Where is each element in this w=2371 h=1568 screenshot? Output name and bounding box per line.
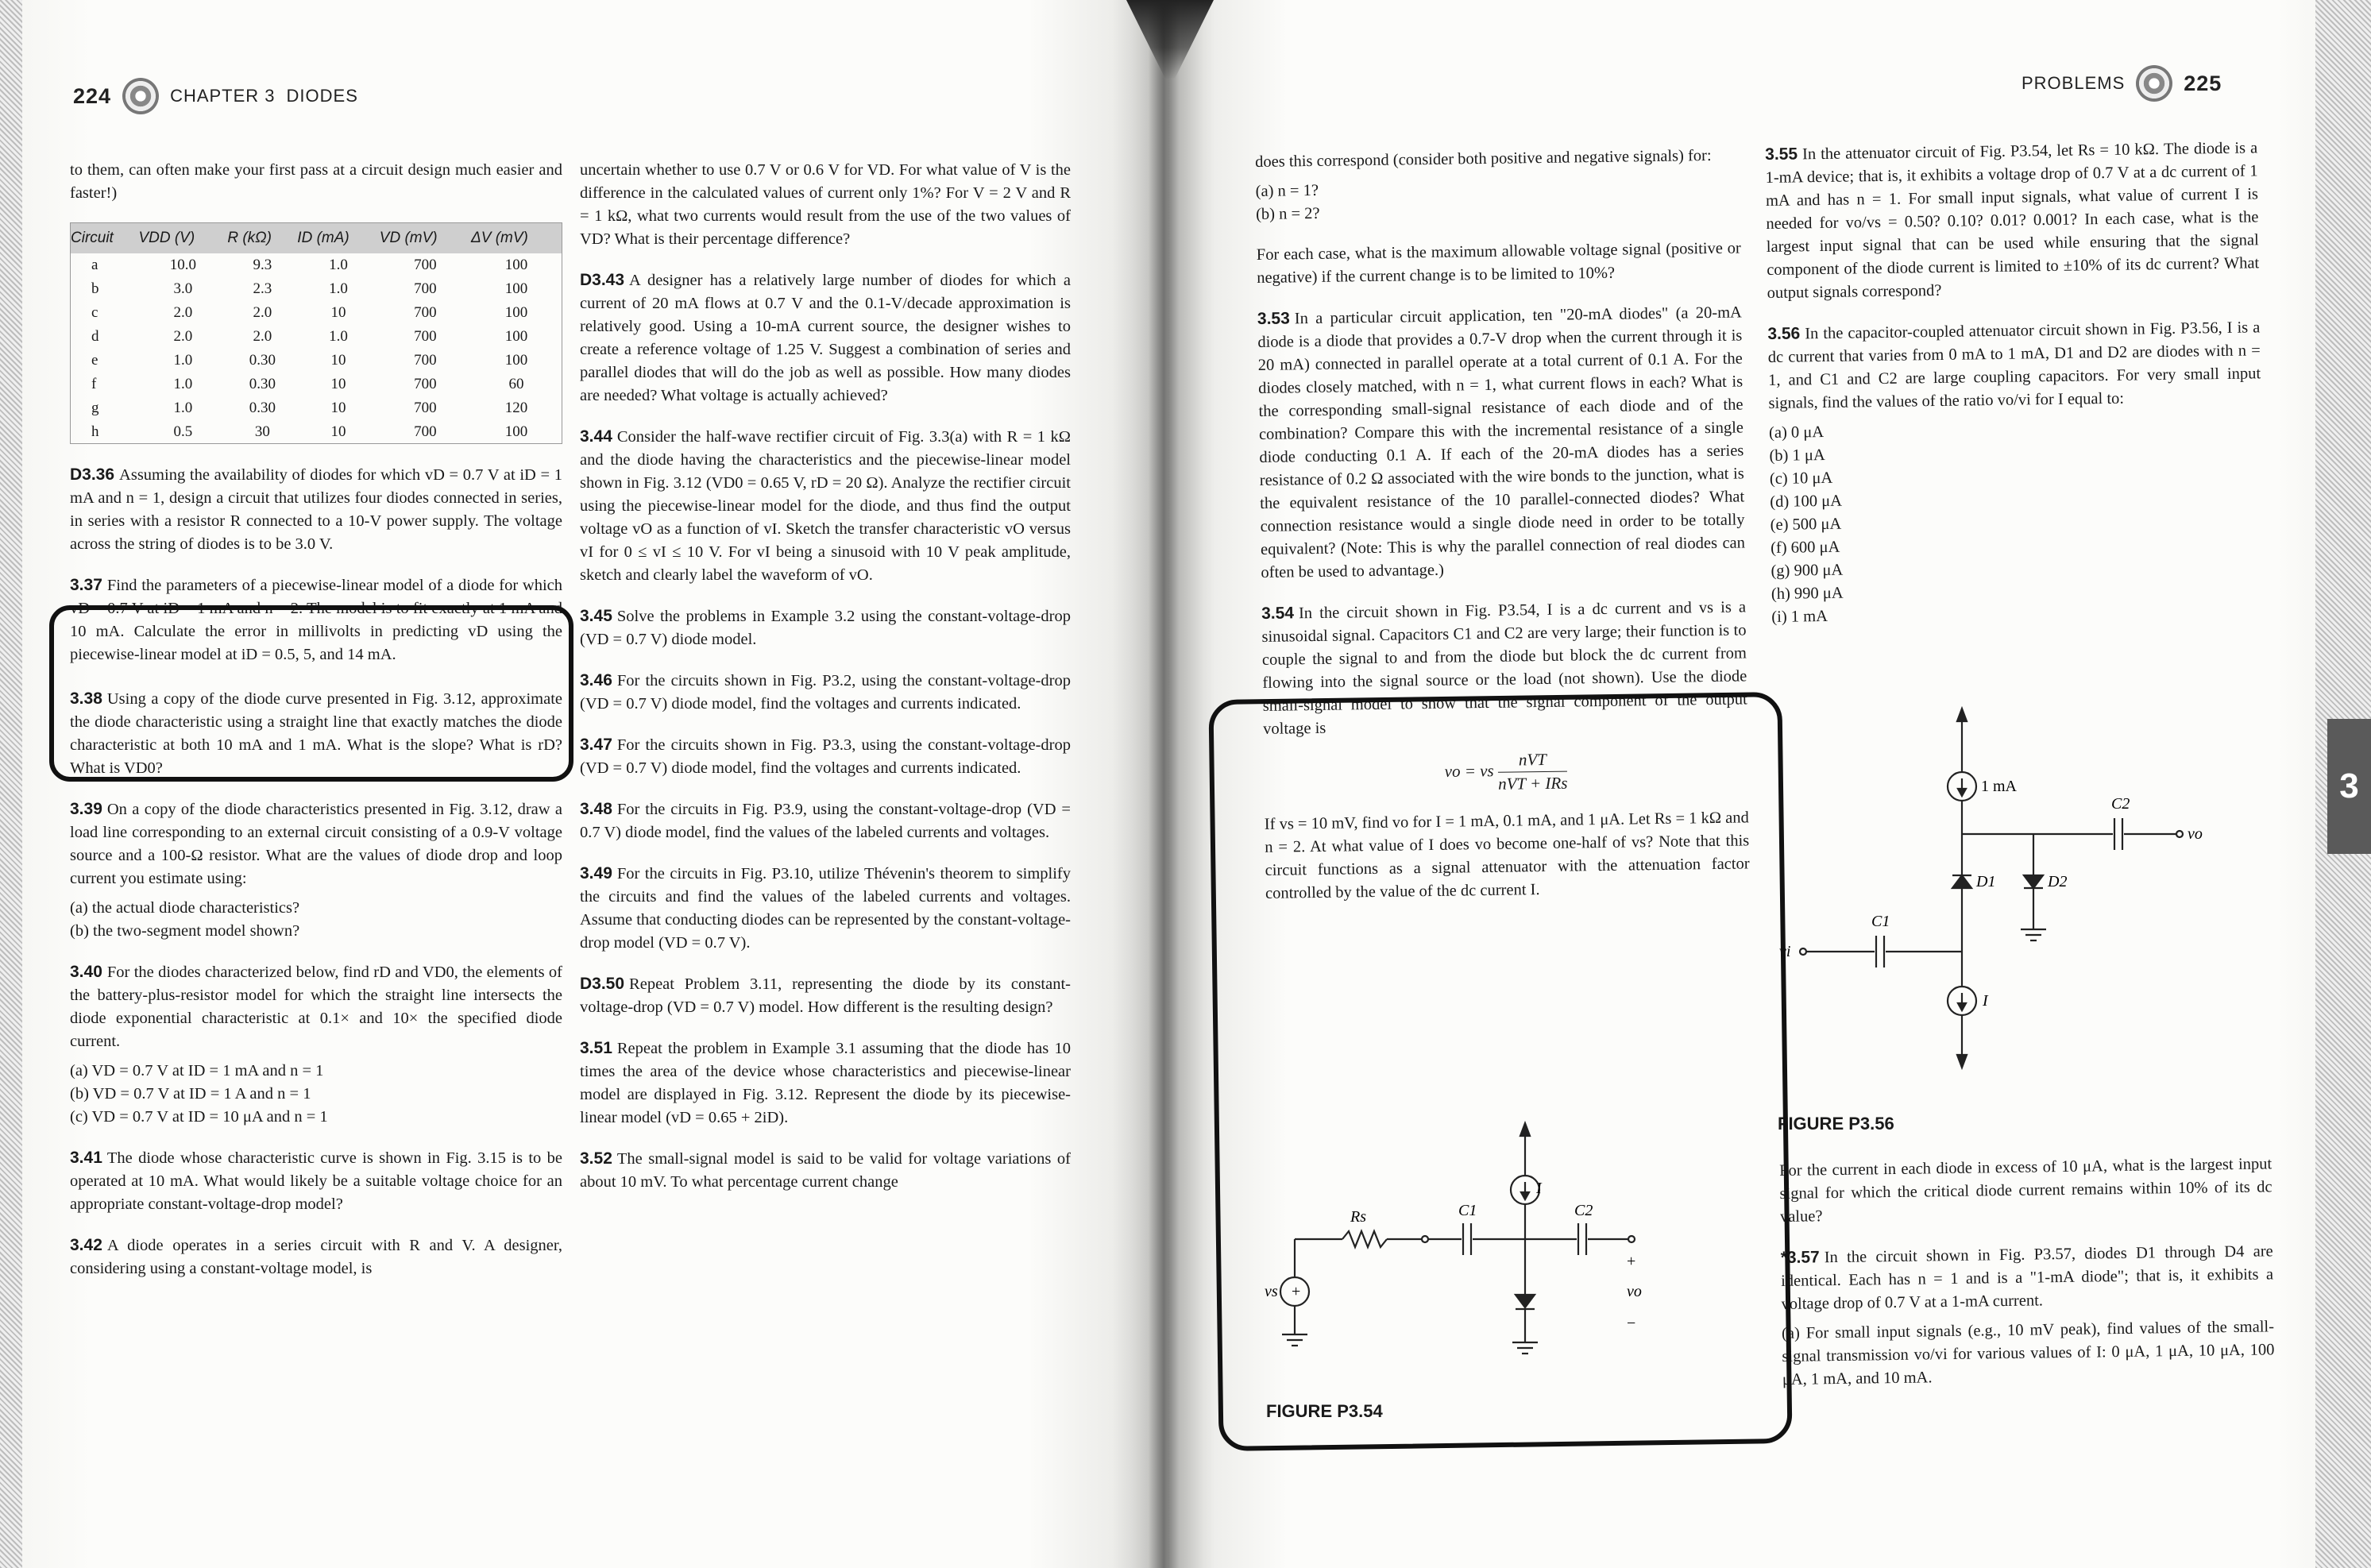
problem-text: For the circuits in Fig. P3.9, using the constant-voltage-drop (VD = 0.7 V) diode model, find the values of the labeled currents and voltages. — [580, 801, 1071, 841]
label-out-minus: − — [1627, 1315, 1636, 1332]
label-1ma: 1 mA — [1981, 778, 2017, 795]
problem-number: D3.50 — [580, 975, 625, 993]
problem-3-56 — [1767, 315, 2261, 415]
table-cell: 700 — [414, 280, 437, 297]
table-header: Circuit — [71, 223, 139, 253]
label-i: I — [1536, 1180, 1542, 1197]
problem-text: For the circuits shown in Fig. P3.3, using the constant-voltage-drop (VD = 0.7 V) diode model, find the voltages and currents indicated. — [580, 736, 1071, 777]
table-cell: 2.0 — [253, 328, 272, 345]
table-cell: 700 — [414, 400, 437, 416]
problem-text: Solve the problems in Example 3.2 using the constant-voltage-drop (VD = 0.7 V) diode model. — [580, 608, 1071, 648]
figure-caption: FIGURE P3.54 — [1266, 1401, 1383, 1421]
table-cell: e — [91, 352, 98, 369]
label-source-plus: + — [1292, 1283, 1301, 1300]
problem-number: D3.43 — [580, 271, 625, 289]
diode-circuit-table — [70, 222, 562, 444]
label-vi: vi — [1779, 943, 1791, 960]
table-row — [71, 253, 562, 277]
table-row — [71, 301, 562, 325]
list-item: (a) 0 μA — [1768, 423, 1825, 442]
page-edge — [0, 0, 22, 1568]
problem-text: Repeat the problem in Example 3.1 assuming that the diode has 10 times the area of the device whose characteristics and piecewise-linear model are displayed in Fig. 3.12. Represent the diode by its piecewise-linear model (vD = 0.65 + 2iD). — [580, 1040, 1071, 1126]
figure-caption: FIGURE P3.56 — [1778, 1114, 1894, 1134]
table-row — [71, 325, 562, 349]
problem-3-54-continued: If vs = 10 mV, find vo for I = 1 mA, 0.1 mA, and 1 μA. Let Rs = 1 kΩ and n = 2. At what value of I does vo become one-half of vs? Note that this circuit functions as a signal attenuator with the attenuation factor controlled by the value of the dc current I. — [1264, 809, 1750, 902]
list-item: (a) the actual diode characteristics? — [70, 899, 300, 917]
diode-d2-icon — [2024, 875, 2043, 888]
figure-p3-56 — [1779, 699, 2224, 1096]
list-item: (e) 500 μA — [1770, 515, 1842, 534]
table-header-row — [71, 223, 562, 253]
table-cell: c — [91, 304, 98, 321]
table-cell: 2.0 — [173, 304, 193, 321]
problem-text: In the circuit shown in Fig. P3.57, diodes D1 through D4 are identical. Each has n = 1 and is a "1-mA diode"; that is, it exhibits a voltage drop of 0.7 V at a 1-mA current. — [1780, 1242, 2274, 1313]
table-cell: a — [91, 257, 98, 273]
table-cell: 10 — [330, 352, 346, 369]
table-cell: 100 — [504, 304, 528, 321]
label-rs: Rs — [1350, 1208, 1366, 1226]
problem-d3-43 — [580, 268, 1071, 407]
problem-3-40 — [70, 960, 562, 1053]
problem-text: Using a copy of the diode curve presented in Fig. 3.12, approximate the diode characteristic using a straight line that exactly matches the diode characteristic at both 10 mA and 1 mA. What is the slope? What is rD? What is VD0? — [70, 690, 562, 777]
continued-text: does this correspond (consider both positive and negative signals) for: — [1255, 146, 1712, 171]
table-cell: h — [91, 423, 99, 440]
ink-circle-annotation — [1208, 692, 1792, 1451]
label-c2: C2 — [1574, 1202, 1593, 1219]
continued-text-2: For each case, what is the maximum allowable voltage signal (positive or negative) if the current change is to be limited to 10%? — [1256, 239, 1741, 287]
table-body — [71, 253, 562, 444]
problem-3-57 — [1781, 1239, 2274, 1316]
list-item: (a) n = 1? — [1255, 181, 1319, 200]
problem-3-55 — [1765, 136, 2260, 305]
list-item: (b) VD = 0.7 V at ID = 1 A and n = 1 — [70, 1085, 311, 1103]
problem-3-42 — [70, 1234, 562, 1280]
table-row — [71, 420, 562, 444]
list-item: (b) the two-segment model shown? — [70, 922, 300, 940]
problem-text: In the capacitor-coupled attenuator circuit shown in Fig. P3.56, I is a dc current that varies from 0 mA to 1 mA, D1 and D2 are diodes with n = 1, and C1 and C2 are large coupling capacitors. For very small input signals, find the values of the ratio vo/vi for I equal to: — [1767, 319, 2261, 412]
problem-text: In the circuit shown in Fig. P3.54, I is a dc current and vs is a sinusoidal signal. Capacitors C1 and C2 are very large; their function is to couple the signal to and from the diode but block the dc current from flowing into the signal source or the load (not shown). Use the diode small-signal model to show that the signal component of the output voltage is — [1261, 598, 1747, 738]
problem-number: 3.49 — [580, 864, 612, 882]
problem-3-44 — [580, 425, 1071, 587]
problem-d3-36 — [70, 463, 562, 556]
table-header: R (kΩ) — [227, 223, 297, 253]
page-number: 224 — [73, 83, 112, 108]
section-label: PROBLEMS — [2022, 73, 2126, 93]
table-cell: 1.0 — [329, 328, 348, 345]
table-cell: 30 — [254, 423, 270, 440]
table-row — [71, 396, 562, 420]
chapter-label: CHAPTER 3 — [170, 86, 276, 106]
supply-arrow-icon — [1957, 709, 1967, 721]
table-cell: 1.0 — [173, 352, 193, 369]
page-number: 225 — [2184, 71, 2222, 95]
left-page-header — [73, 78, 358, 114]
list-item: (i) 1 mA — [1771, 607, 1828, 626]
list-item: (d) 100 μA — [1770, 492, 1843, 511]
chapter-disc-icon — [122, 78, 159, 114]
list-item: (c) VD = 0.7 V at ID = 10 μA and n = 1 — [70, 1108, 328, 1126]
problem-number: D3.36 — [70, 465, 115, 484]
problem-number: 3.42 — [70, 1236, 102, 1254]
sink-arrow-icon — [1957, 1055, 1967, 1068]
table-cell: 700 — [414, 423, 437, 440]
label-out-plus: + — [1627, 1253, 1636, 1270]
ink-circle-annotation — [49, 605, 573, 782]
problem-number: 3.45 — [580, 607, 612, 625]
book-gutter-shadow — [1112, 0, 1215, 1568]
label-d2: D2 — [2048, 873, 2068, 890]
table-header: ΔV (mV) — [471, 223, 562, 253]
list-item: (b) 1 μA — [1769, 446, 1825, 465]
table-cell: 1.0 — [173, 400, 193, 416]
list-item: (c) 10 μA — [1769, 469, 1833, 488]
problem-number: 3.51 — [580, 1039, 612, 1057]
table-cell: b — [91, 280, 99, 297]
table-row — [71, 373, 562, 396]
table-cell: f — [91, 376, 97, 392]
label-i: I — [1983, 992, 1988, 1010]
table-cell: 100 — [504, 423, 528, 440]
table-cell: 120 — [504, 400, 528, 416]
table-cell: 0.30 — [249, 376, 276, 392]
problem-number: 3.37 — [70, 576, 102, 594]
problem-number: 3.55 — [1765, 145, 1798, 164]
problem-text: The small-signal model is said to be valid for voltage variations of about 10 mV. To what percentage current change — [580, 1150, 1071, 1191]
equation-denominator: nVT + IRs — [1497, 773, 1568, 794]
table-cell: 10 — [330, 400, 346, 416]
equation-numerator: nVT — [1498, 748, 1568, 773]
diode-d1-icon — [1952, 875, 1971, 888]
problem-text: For the diodes characterized below, find rD and VD0, the elements of the battery-plus-resistor model for which the straight line intersects the diode exponential characteristic at 0.1× and 10× the specified diode current. — [70, 964, 562, 1050]
table-cell: 1.0 — [329, 280, 348, 297]
right-page-header — [2022, 65, 2222, 102]
problem-3-46 — [580, 669, 1071, 716]
list-item: (h) 990 μA — [1771, 584, 1844, 603]
problem-3-53 — [1257, 300, 1746, 584]
table-cell: 700 — [414, 352, 437, 369]
problem-text: Repeat Problem 3.11, representing the diode by its constant-voltage-drop (VD = 0.7 V) model. How different is the resulting design? — [580, 975, 1071, 1016]
problem-3-51 — [580, 1037, 1071, 1130]
problem-number: 3.40 — [70, 963, 102, 981]
table-cell: 0.5 — [173, 423, 193, 440]
table-cell: 10 — [330, 376, 346, 392]
table-cell: 3.0 — [173, 280, 193, 297]
problem-3-47 — [580, 733, 1071, 780]
table-cell: 10.0 — [169, 257, 197, 273]
table-header: VD (mV) — [380, 223, 471, 253]
equation-lhs: vo = vs — [1444, 761, 1494, 782]
problem-3-57-items — [1782, 1315, 2275, 1392]
table-header: VDD (V) — [138, 223, 227, 253]
list-item: (b) n = 2? — [1255, 204, 1320, 223]
table-header: ID (mA) — [297, 223, 380, 253]
continued-text: uncertain whether to use 0.7 V or 0.6 V for VD. For what value of V is the difference in the calculated values of current only 1%? For V = 2 V and R = 1 kΩ, what two currents would result from the use of the two values of VD? What is their percentage difference? — [580, 161, 1071, 248]
problem-text: In the attenuator circuit of Fig. P3.54, let Rs = 10 kΩ. The diode is a 1-mA device; that is, it exhibits a voltage drop of 0.7 V at a dc current of 1 mA and has n = 1. For small input signals, what value of current I is needed for vo/vs = 0.50? 0.10? 0.01? 0.001? In each case, what is the largest input signal that can be used while ensuring that the signal component of the diode current is limited to ±10% of its dc current? What output signals correspond? — [1765, 139, 2260, 302]
problem-number: 3.54 — [1261, 604, 1295, 623]
label-c1: C1 — [1871, 913, 1890, 930]
chapter-disc-icon — [2136, 65, 2172, 102]
right-column-2-lower — [1779, 1153, 2275, 1409]
table-row — [71, 277, 562, 301]
problem-number: 3.41 — [70, 1149, 102, 1167]
problem-number: 3.47 — [580, 736, 612, 754]
problem-3-45 — [580, 604, 1071, 651]
problem-number: 3.53 — [1257, 309, 1290, 328]
problem-3-56-continued: For the current in each diode in excess of 10 μA, what is the largest input signal for which the critical diode current remains within 10% of its dc value? — [1779, 1155, 2273, 1226]
left-page — [0, 0, 1168, 1568]
list-item: (a) VD = 0.7 V at ID = 1 mA and n = 1 — [70, 1062, 324, 1079]
problem-text: Find the parameters of a piecewise-linear model of a diode for which vD = 0.7 V at iD = 1 mA and n = 2. The model is to fit exactly at 1 mA and 10 mA. Calculate the error in millivolts in predicting vD using the piecewise-linear model at iD = 0.5, 5, and 14 mA. — [70, 577, 562, 663]
problem-3-39-items — [70, 897, 562, 943]
problem-3-56-items — [1769, 415, 2265, 629]
chapter-title: DIODES — [286, 86, 358, 106]
problem-text: For the circuits shown in Fig. P3.2, using the constant-voltage-drop (VD = 0.7 V) diode model, find the voltages and currents indicated. — [580, 672, 1071, 713]
label-d1: D1 — [1976, 873, 1996, 890]
problem-3-39 — [70, 798, 562, 890]
table-cell: 2.0 — [253, 304, 272, 321]
table-cell: 700 — [414, 328, 437, 345]
intro-text: to them, can often make your first pass at a circuit design much easier and faster!) — [70, 161, 562, 202]
table-cell: 700 — [414, 257, 437, 273]
problem-d3-50 — [580, 972, 1071, 1019]
chapter-tab: 3 — [2327, 719, 2371, 854]
table-cell: 700 — [414, 304, 437, 321]
problem-number: 3.48 — [580, 800, 612, 818]
table-cell: 700 — [414, 376, 437, 392]
problem-text: In a particular circuit application, ten "20-mA diodes" (a 20-mA diode is a diode that provides a 0.7-V drop when the current through it is 20 mA) connected in parallel operate at a total current of 0.1 A. For the diodes closely matched, with n = 1, what current flows in each? What is the corresponding small-signal resistance of each diode and of the combination? Compare this with the incremental resistance of a single diode conducting 0.1 A. If each of the 20-mA diodes has a series resistance of 0.2 Ω associated with the wire bonds to the junction, what is the equivalent resistance of the 10 parallel-connected diodes? What connection resistance would a single diode need in order to be totally equivalent? (Note: This is why the parallel connection of real diodes can often be used to advantage.) — [1257, 303, 1746, 581]
problem-text: On a copy of the diode characteristics presented in Fig. 3.12, draw a load line corresponding to an external circuit consisting of a 0.9-V voltage source and a 100-Ω resistor. What are the values of diode drop and loop current you estimate using: — [70, 801, 562, 887]
table-cell: 100 — [504, 280, 528, 297]
list-item: (g) 900 μA — [1771, 561, 1844, 580]
table-cell: 100 — [504, 352, 528, 369]
table-cell: 0.30 — [249, 352, 276, 369]
table-cell: 100 — [504, 328, 528, 345]
left-column-2 — [580, 159, 1071, 1211]
problem-text: Assuming the availability of diodes for which vD = 0.7 V at iD = 1 mA and n = 1, design a circuit that utilizes four diodes connected in series, in series with a resistor R connected to a 10-V power supply. The voltage across the string of diodes is to be 3.0 V. — [70, 466, 562, 553]
problem-3-49 — [580, 862, 1071, 955]
table-cell: 2.3 — [253, 280, 272, 297]
label-c2: C2 — [2111, 795, 2130, 813]
problem-text: A designer has a relatively large number of diodes for which a current of 20 mA flows at 0.7 V and the 0.1-V/decade approximation is relatively good. Using a 10-mA current source, the designer wishes to create a reference voltage of 1.25 V. Suggest a combination of series and parallel diodes that will do the job as well as possible. How many diodes are needed? What voltage is actually achieved? — [580, 272, 1071, 404]
right-column-2 — [1765, 136, 2265, 647]
problem-text: For the circuits in Fig. P3.10, utilize Thévenin's theorem to simplify the circuits and find the values of the labeled currents and voltages. Assume that conducting diodes can be represented by the constant-voltage-drop model (VD = 0.7 V). — [580, 865, 1071, 952]
table-cell: 1.0 — [329, 257, 348, 273]
table-cell: 60 — [508, 376, 524, 392]
problem-text: The diode whose characteristic curve is shown in Fig. 3.15 is to be operated at 10 mA. What would likely be a suitable voltage choice for an appropriate constant-voltage-drop model? — [70, 1149, 562, 1213]
problem-3-41 — [70, 1146, 562, 1216]
list-item: (f) 600 μA — [1770, 538, 1840, 557]
list-item: (a) For small input signals (e.g., 10 mV peak), find values of the small-signal transmission vo/vi for various values of I: 0 μA, 1 μA, 10 μA, 100 μA, 1 mA, and 10 mA. — [1781, 1318, 2275, 1388]
problem-text: Consider the half-wave rectifier circuit of Fig. 3.3(a) with R = 1 kΩ and the diode having the characteristics and the piecewise-linear model shown in Fig. 3.12 (VD0 = 0.65 V, rD = 20 Ω). Analyze the rectifier circuit using the piecewise-linear model for the diode, and thus find the output voltage vO as a function of vI. Sketch the transfer characteristic vO versus vI for 0 ≤ vI ≤ 10 V. For vI being a sinusoid with 10 V peak amplitude, sketch and clearly label the waveform of vO. — [580, 428, 1071, 584]
problem-number: 3.56 — [1767, 324, 1801, 343]
label-vs: vs — [1265, 1283, 1278, 1300]
problem-number: 3.39 — [70, 800, 102, 818]
table-cell: 10 — [330, 304, 346, 321]
label-vo: vo — [1627, 1283, 1642, 1300]
problem-3-52 — [580, 1147, 1071, 1194]
problem-3-40-items — [70, 1060, 562, 1129]
table-cell: g — [91, 400, 99, 416]
table-cell: 9.3 — [253, 257, 272, 273]
table-cell: 1.0 — [173, 376, 193, 392]
problem-number: 3.46 — [580, 671, 612, 689]
continued-items — [1256, 173, 1741, 226]
table-row — [71, 349, 562, 373]
table-cell: 0.30 — [249, 400, 276, 416]
table-cell: d — [91, 328, 99, 345]
table-cell: 100 — [504, 257, 528, 273]
problem-number: 3.44 — [580, 427, 612, 446]
problem-number: 3.52 — [580, 1149, 612, 1168]
problem-number: *3.57 — [1780, 1248, 1820, 1267]
table-cell: 2.0 — [173, 328, 193, 345]
problem-text: A diode operates in a series circuit with R and V. A designer, considering using a constant-voltage model, is — [70, 1237, 562, 1277]
label-vo: vo — [2188, 825, 2203, 843]
problem-number: 3.38 — [70, 689, 102, 708]
problem-3-48 — [580, 798, 1071, 844]
table-cell: 10 — [330, 423, 346, 440]
label-c1: C1 — [1458, 1202, 1477, 1219]
